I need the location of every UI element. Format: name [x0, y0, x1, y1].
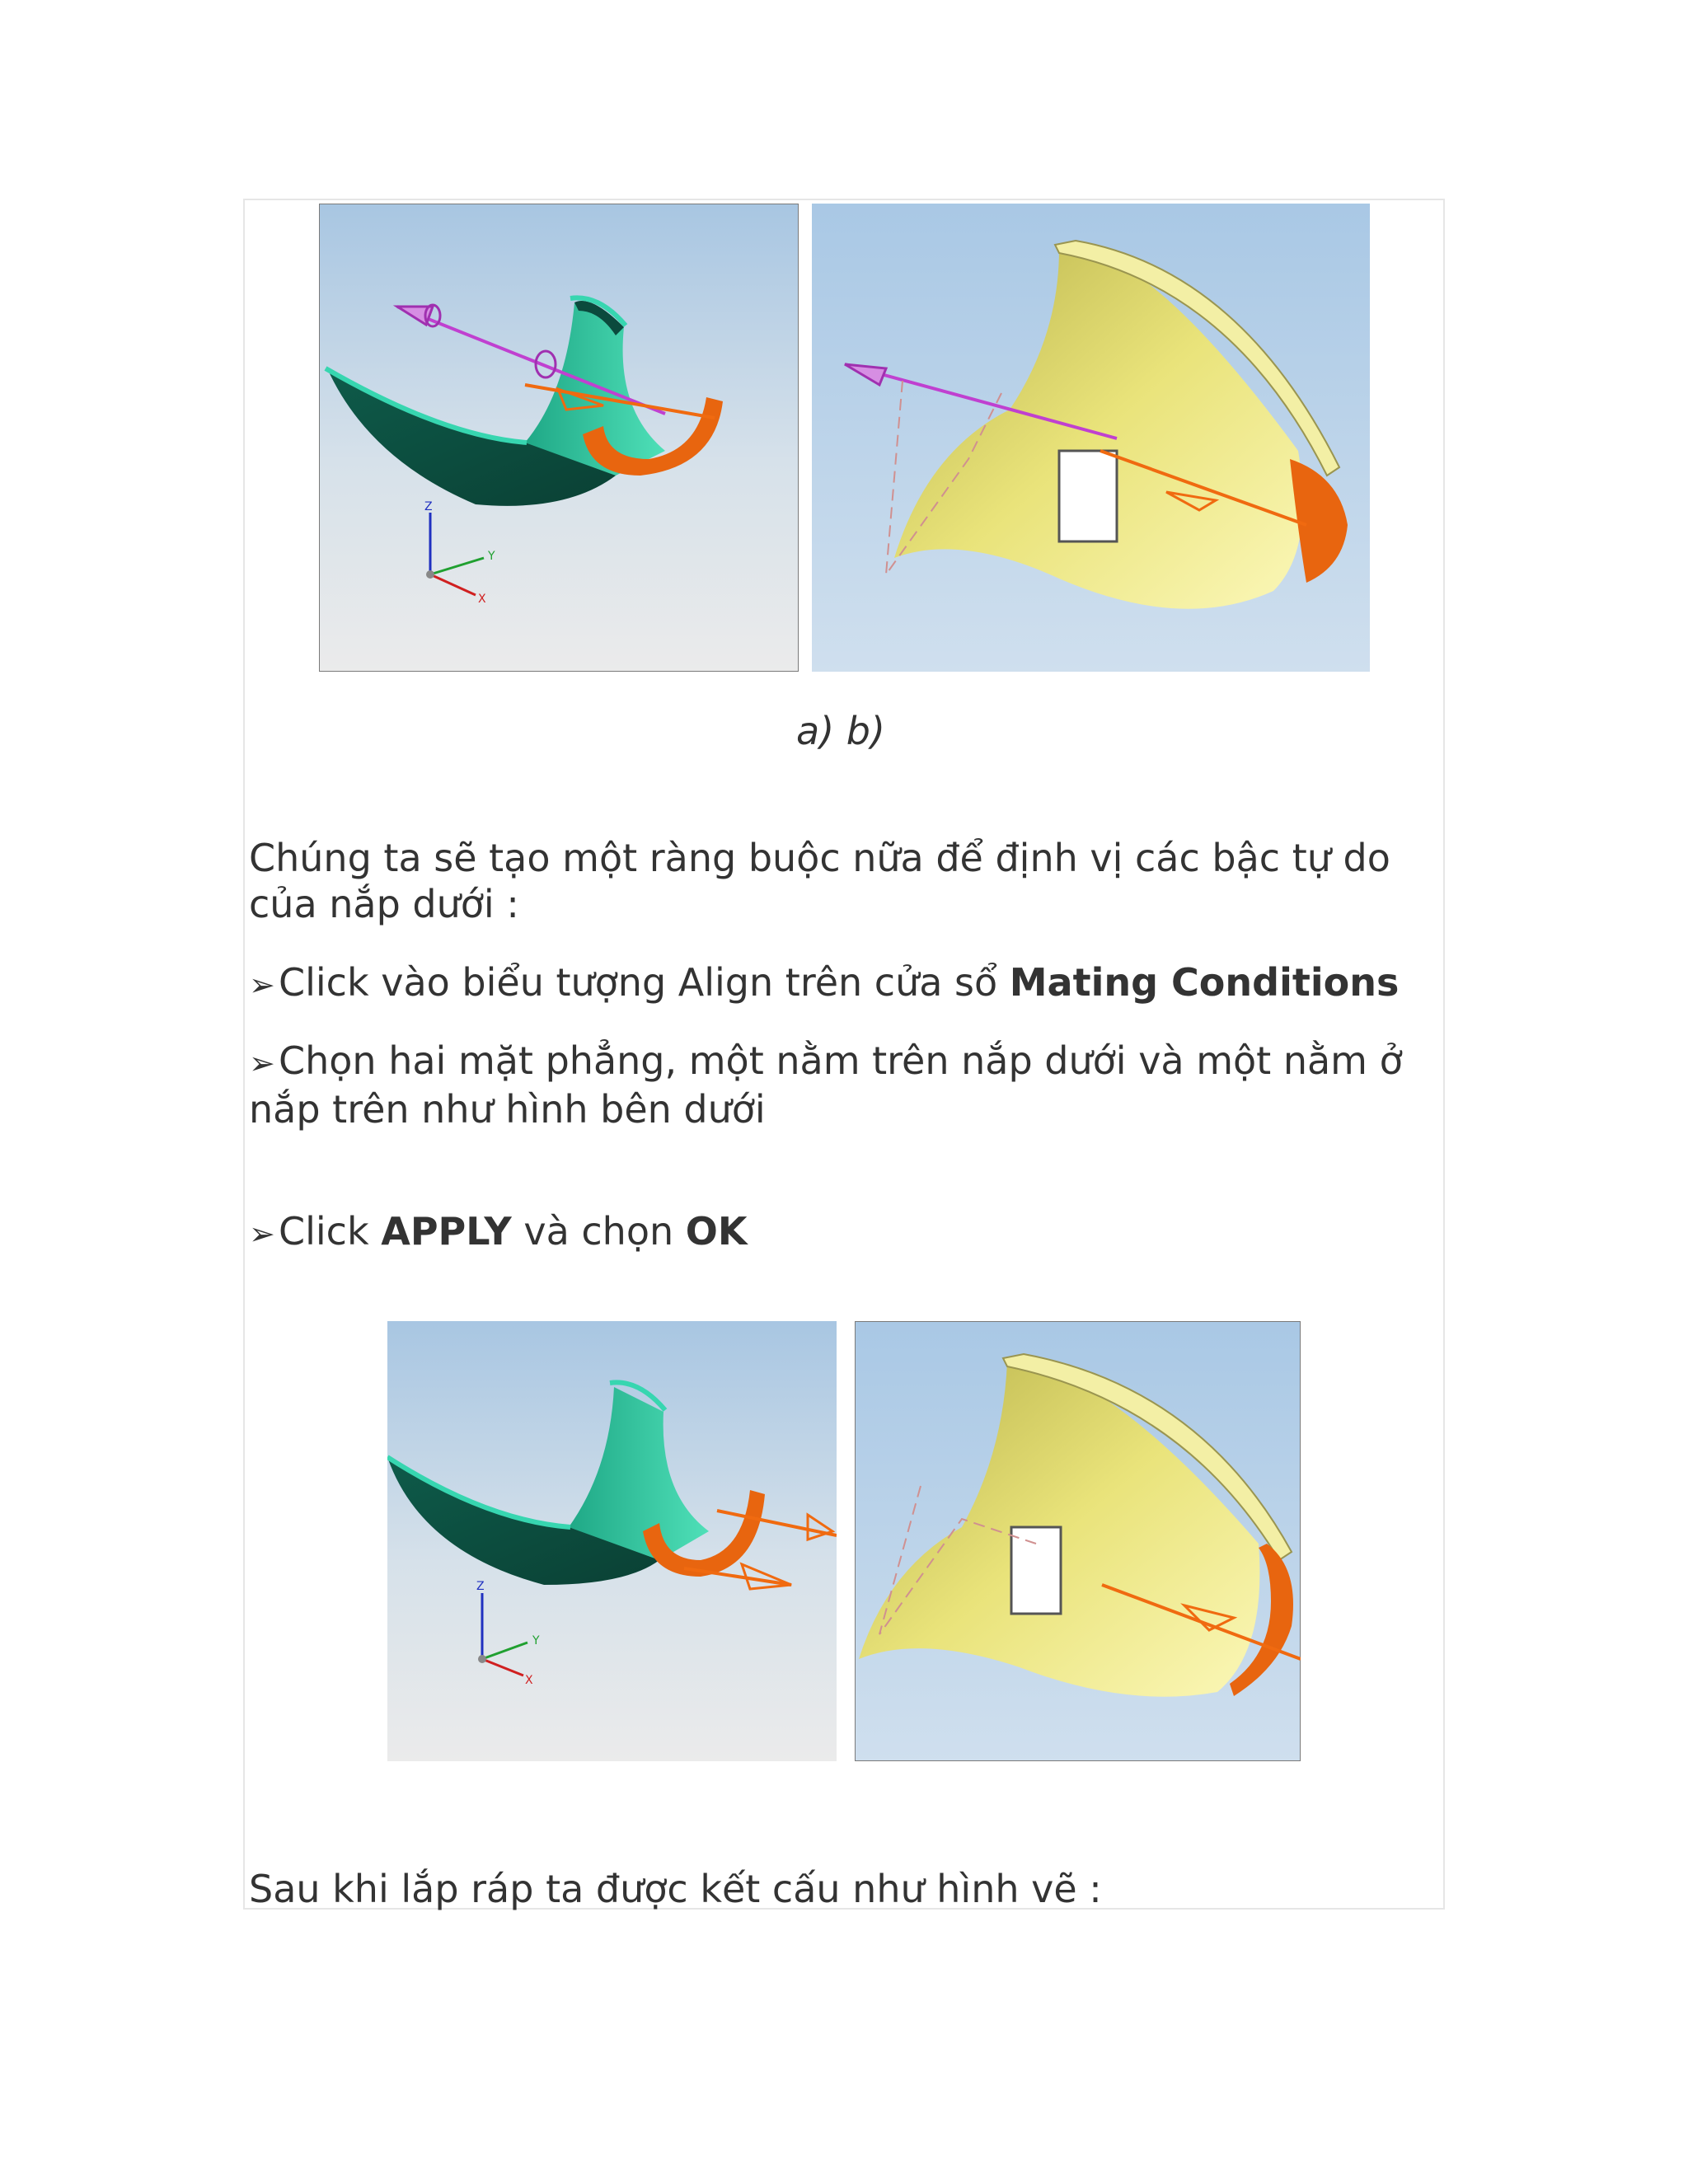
axis-label-z: Z — [476, 1580, 485, 1593]
figure-a-top — [319, 204, 799, 672]
step-3-prefix: Click — [279, 1209, 382, 1254]
axis-label-x: X — [525, 1674, 533, 1687]
step-3-ok: OK — [685, 1209, 748, 1254]
step-3-mid: và chọn — [511, 1209, 686, 1254]
arrow-bullet-icon: ➢ — [249, 1216, 275, 1252]
intro-text: Chúng ta sẽ tạo một ràng buộc nữa để định vị các bậc tự do của nắp dưới : — [249, 836, 1390, 926]
step-3-apply: APPLY — [381, 1209, 512, 1254]
figure-caption: a) b) — [796, 709, 885, 753]
arrow-bullet-icon: ➢ — [249, 1045, 275, 1081]
step-2-text: Chọn hai mặt phẳng, một nằm trên nắp dưới và một nằm ở nắp trên như hình bên dưới — [249, 1038, 1403, 1132]
axis-label-z: Z — [424, 500, 433, 513]
arrow-bullet-icon: ➢ — [249, 967, 275, 1003]
axis-label-x: X — [478, 593, 486, 606]
figure-b-top — [812, 204, 1370, 672]
step-1-bold: Mating Conditions — [1009, 960, 1400, 1005]
paragraph-intro — [249, 835, 1419, 927]
figure-b-bottom — [855, 1321, 1301, 1761]
closing-paragraph: Sau khi lắp ráp ta được kết cấu như hình vẽ : — [249, 1867, 1102, 1911]
step-3 — [249, 1208, 1419, 1257]
axis-label-y: Y — [532, 1634, 540, 1647]
figure-a-bottom — [387, 1321, 837, 1761]
axis-label-y: Y — [488, 550, 495, 563]
step-1-text: Click vào biểu tượng Align trên cửa sổ — [279, 960, 1010, 1005]
step-2 — [249, 1038, 1419, 1132]
step-1 — [249, 959, 1419, 1008]
